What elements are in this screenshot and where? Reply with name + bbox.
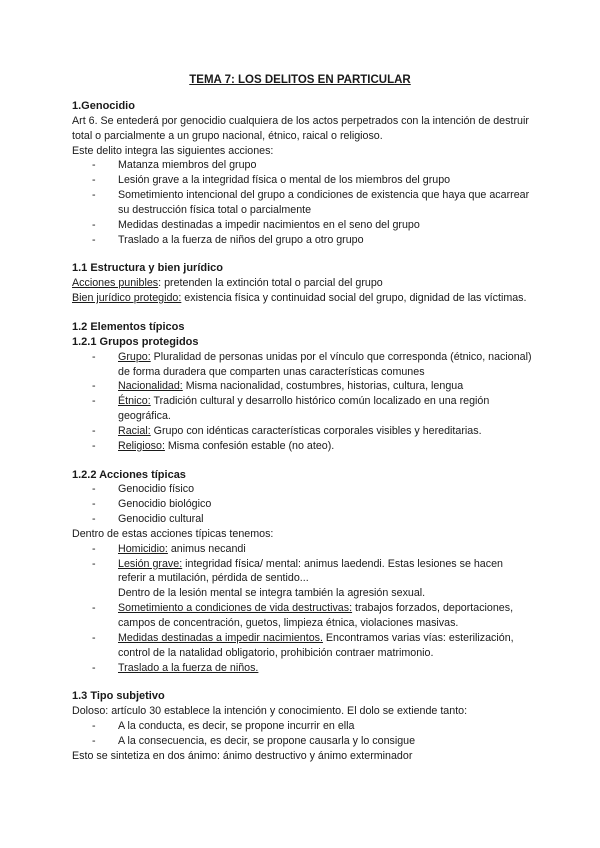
tipos-list [72, 482, 532, 527]
list-item [118, 424, 532, 439]
tipo-subjetivo-list [72, 719, 532, 749]
term-text: : pretenden la extinción total o parcial del grupo [158, 277, 383, 290]
grupos-list [72, 350, 532, 454]
list-item [118, 379, 532, 394]
tipo-subjetivo-conclusion: Esto se sintetiza en dos ánimo: ánimo destructivo y ánimo exterminador [72, 749, 413, 762]
tipo-subjetivo-intro: Doloso: artículo 30 establece la intención y conocimiento. El dolo se extiende tanto: [72, 705, 468, 718]
list-item [118, 439, 532, 454]
art-paragraph: Art 6. Se entederá por genocidio cualquiera de los actos perpetrados con la intención de destruir total o parcialmente a un grupo nacional, étnico, raical o religioso. [72, 114, 529, 142]
term-text: integridad física/ mental: animus laedendi. Estas lesiones se hacen referir a mutilación, pérdida de sentido... [118, 557, 503, 585]
list-item: - Genocidio biológico [118, 497, 532, 512]
term-text: existencia física y continuidad social del grupo, dignidad de las víctimas. [181, 292, 527, 305]
list-item: - Lesión grave a la integridad física o mental de los miembros del grupo [118, 173, 532, 188]
term-text: Misma nacionalidad, costumbres, historias, cultura, lengua [182, 380, 464, 393]
list-item: - Traslado a la fuerza de niños del grupo a otro grupo [118, 233, 532, 248]
term-label: Grupo: [118, 350, 151, 363]
list-item: - A la conducta, es decir, se propone incurrir en ella [118, 719, 532, 734]
bien-juridico [72, 291, 532, 306]
term-text: Grupo con idénticas características corporales visibles y hereditarias. [150, 424, 482, 437]
term-text: Encontramos varias vías: esterilización, control de la natalidad obligatorio, prohibición contraer matrimonio. [118, 631, 514, 659]
list-item: - Genocidio físico [118, 482, 532, 497]
acciones-punibles [72, 276, 532, 291]
list-item [118, 661, 532, 676]
list-item: - Genocidio cultural [118, 512, 532, 527]
document-body [72, 99, 532, 764]
acciones-list [72, 158, 532, 247]
term-text: trabajos forzados, deportaciones, campos de concentración, guetos, limpieza étnica, violaciones masivas. [118, 602, 514, 629]
term-text: animus necandi [167, 542, 246, 555]
section-heading-genocidio: 1.Genocidio [72, 100, 135, 112]
term-label: Sometimiento a condiciones de vida destructivas: [118, 602, 353, 615]
list-item [118, 394, 532, 424]
subsection-heading-grupos: 1.2.1 Grupos protegidos [72, 335, 199, 348]
section-heading-estructura: 1.1 Estructura y bien jurídico [72, 262, 223, 275]
list-item [118, 542, 532, 557]
term-label: Religioso: [118, 439, 165, 452]
term-label: Bien jurídico protegido: [72, 292, 182, 305]
term-text: Misma confesión estable (no ateo). [164, 439, 335, 452]
list-item [118, 601, 532, 631]
page-title: TEMA 7: LOS DELITOS EN PARTICULAR [189, 74, 411, 86]
acciones-tipicas-list-cont [72, 601, 532, 675]
list-item [118, 350, 532, 380]
term-label: Traslado a la fuerza de niños. [118, 661, 259, 674]
term-text: Tradición cultural y desarrollo histórico común localizado en una región geográfica. [118, 395, 490, 423]
list-item [118, 557, 532, 587]
term-label: Lesión grave: [118, 557, 183, 570]
term-label: Medidas destinadas a impedir nacimientos. [118, 631, 323, 644]
term-label: Racial: [118, 424, 151, 437]
term-label: Acciones punibles [72, 277, 159, 290]
section-heading-tipo-subjetivo: 1.3 Tipo subjetivo [72, 690, 165, 703]
list-item: - Medidas destinadas a impedir nacimientos en el seno del grupo [118, 218, 532, 233]
section-heading-elementos: 1.2 Elementos típicos [72, 320, 185, 333]
term-label: Étnico: [118, 395, 151, 408]
list-item: - Matanza miembros del grupo [118, 158, 532, 173]
acciones-intro: Este delito integra las siguientes acciones: [72, 144, 274, 157]
subsection-heading-acciones: 1.2.2 Acciones típicas [72, 468, 186, 481]
term-label: Nacionalidad: [118, 380, 183, 393]
list-item: - A la consecuencia, es decir, se propone causarla y lo consigue [118, 734, 532, 749]
term-text: Pluralidad de personas unidas por el vínculo que corresponda (étnico, nacional) de forma duradera que comparten unas características comunes [118, 350, 532, 378]
list-item [118, 631, 532, 661]
term-label: Homicidio: [118, 542, 168, 555]
acciones-tipicas-list [72, 542, 532, 587]
acciones-tipicas-intro: Dentro de estas acciones típicas tenemos: [72, 527, 274, 540]
list-item: - Sometimiento intencional del grupo a condiciones de existencia que haya que acarrear su destrucción física total o parcialmente [118, 188, 532, 218]
lesion-extra: Dentro de la lesión mental se integra también la agresión sexual. [118, 587, 426, 600]
